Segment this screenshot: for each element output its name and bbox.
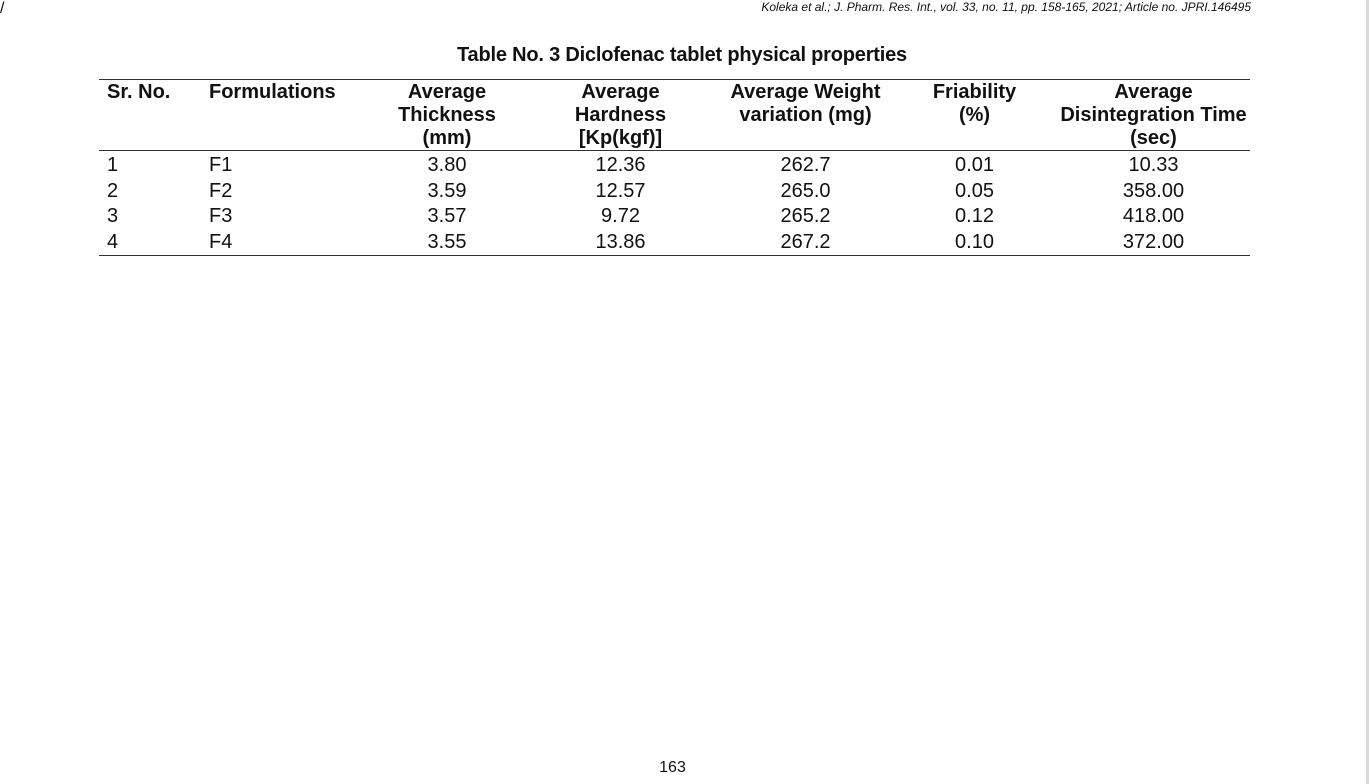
cell-thickness: 3.55 — [372, 230, 522, 256]
cell-thickness: 3.59 — [427, 179, 467, 202]
cell-hardness: 13.86 — [522, 230, 719, 256]
cell-friability: 0.12 — [955, 205, 994, 227]
table-caption: Table No. 3 Diclofenac tablet physical properties — [457, 44, 907, 66]
table-row — [99, 204, 1250, 230]
col-header-weight: Average Weight variation (mg) — [719, 80, 892, 151]
cell-weight: 265.0 — [780, 179, 831, 202]
cell-sr-no: 4 — [99, 230, 201, 256]
cell-disintegration: 372.00 — [1057, 230, 1250, 256]
cell-disintegration: 10.33 — [1128, 154, 1179, 176]
table-row — [99, 230, 1250, 256]
cell-hardness: 12.57 — [595, 179, 646, 202]
cell-sr-no: 2 — [107, 179, 119, 202]
col-header-formulations: Formulations — [201, 80, 372, 151]
col-header-friability: Friability (%) — [892, 80, 1057, 151]
col-header-disintegration: Average Disintegration Time (sec) — [1057, 80, 1250, 151]
cell-friability: 0.05 — [955, 179, 994, 202]
cell-thickness: 3.57 — [427, 205, 467, 227]
cell-thickness: 3.80 — [427, 154, 467, 176]
table-row — [99, 151, 1250, 179]
page-number: 163 — [659, 759, 686, 776]
table-header-row — [99, 80, 1250, 151]
cell-friability: 0.01 — [955, 154, 994, 176]
col-header-sr-no: Sr. No. — [99, 80, 201, 151]
cell-weight: 265.2 — [780, 205, 831, 227]
cell-friability: 0.10 — [892, 230, 1057, 256]
cell-weight: 262.7 — [780, 154, 831, 176]
cell-formulation: F2 — [209, 179, 233, 202]
cell-sr-no: 3 — [107, 205, 119, 227]
cell-formulation: F1 — [209, 154, 233, 176]
col-header-thickness: Average Thickness (mm) — [372, 80, 522, 151]
col-header-hardness: Average Hardness [Kp(kgf)] — [522, 80, 719, 151]
cell-sr-no: 1 — [107, 154, 119, 176]
cell-disintegration: 358.00 — [1122, 179, 1185, 202]
cell-weight: 267.2 — [719, 230, 892, 256]
properties-table — [99, 79, 1250, 256]
running-header: Koleka et al.; J. Pharm. Res. Int., vol. 33, no. 11, pp. 158-165, 2021; Article no. JPRI.146495 — [761, 0, 1251, 14]
cell-formulation: F3 — [209, 205, 233, 227]
cell-hardness: 9.72 — [601, 205, 640, 227]
table-row — [99, 179, 1250, 205]
cell-hardness: 12.36 — [595, 154, 646, 176]
cell-formulation: F4 — [201, 230, 372, 256]
cell-disintegration: 418.00 — [1122, 205, 1185, 227]
